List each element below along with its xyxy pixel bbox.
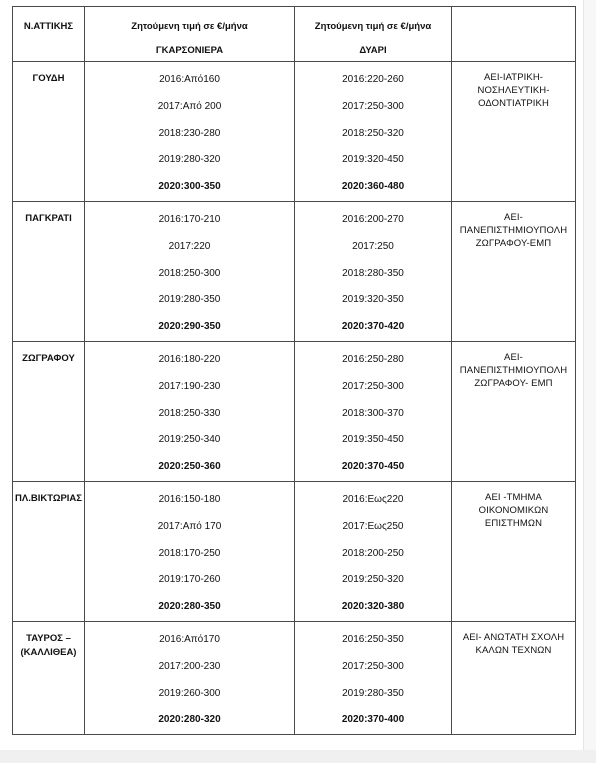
price-value: 2017:250-300 [342,380,404,392]
price-value: 2019:250-340 [158,434,221,446]
price-value-current: 2020:360-480 [341,181,405,193]
rent-prices-table [12,6,576,735]
price-value-current: 2020:280-320 [158,714,221,726]
price-value: 2017:190-230 [158,380,221,392]
area-name: ΠΛ.ΒΙΚΤΩΡΙΑΣ [15,492,82,504]
price-value-current: 2020:290-350 [158,321,221,333]
price-value: 2017:250-300 [342,660,404,672]
price-value-current: 2020:320-380 [341,601,405,613]
table-row [13,621,576,734]
page-scroll-strip [583,0,596,750]
university-name: ΑΕΙ -ΤΜΗΜΑ ΟΙΚΟΝΟΜΙΚΩΝ ΕΠΙΣΤΗΜΩΝ [478,491,549,529]
price-value-current: 2020:250-360 [158,461,221,473]
price-value: 2019:260-300 [158,687,221,699]
table-header-row [13,7,576,62]
header-cell-university [452,7,576,62]
price-value-current: 2020:370-420 [341,321,405,333]
header-cell-area [13,7,85,62]
area-name: ΤΑΥΡΟΣ – (ΚΑΛΛΙΘΕΑ) [20,632,77,658]
price-value: 2016:Από160 [159,74,220,85]
header-studio-type-label: ΓΚΑΡΣΟΝΙΕΡΑ [155,45,224,56]
tworoom-prices [295,342,451,481]
table-row [13,481,576,621]
price-value: 2018:250-330 [158,407,221,419]
price-value: 2019:280-320 [158,154,221,166]
price-value-current: 2020:370-450 [341,461,405,473]
price-value: 2016:150-180 [158,493,221,505]
table-row [13,341,576,481]
university-name: ΑΕΙ- ΑΝΩΤΑΤΗ ΣΧΟΛΗ ΚΑΛΩΝ ΤΕΧΝΩΝ [462,631,565,656]
studio-prices [85,202,294,341]
area-name: ΓΟΥΔΗ [32,73,65,84]
price-value: 2019:280-350 [342,687,404,699]
price-value: 2017:220 [168,240,211,252]
header-cell-studio [85,7,295,62]
page-bottom-band [0,750,596,763]
university-name: ΑΕΙ- ΠΑΝΕΠΙΣΤΗΜΙΟΥΠΟΛΗ ΖΩΓΡΑΦΟΥ-ΕΜΠ [459,211,568,249]
studio-prices [85,482,294,621]
price-value: 2019:320-450 [342,154,404,166]
header-cell-tworoom [295,7,452,62]
price-value: 2018:280-350 [342,267,404,279]
tworoom-prices [295,62,451,201]
price-value: 2018:300-370 [342,407,404,419]
price-value: 2016:200-270 [342,213,404,225]
price-value: 2017:Από 200 [157,100,222,112]
price-value: 2016:180-220 [158,353,221,365]
price-value: 2018:200-250 [342,547,404,559]
price-value-current: 2020:300-350 [158,181,221,193]
price-value: 2019:280-350 [158,294,221,306]
price-value: 2017:250 [352,240,394,252]
price-value: 2016:220-260 [342,74,404,85]
university-name: ΑΕΙ-ΙΑΤΡΙΚΗ- ΝΟΣΗΛΕΥΤΙΚΗ- ΟΔΟΝΤΙΑΤΡΙΚΗ [477,72,550,109]
price-value: 2016:Εως220 [342,493,404,505]
studio-prices [85,622,294,734]
price-value-current: 2020:370-400 [341,714,405,726]
header-tworoom-price-label: Ζητούμενη τιμή σε €/μήνα [314,21,432,32]
header-studio-price-label: Ζητούμενη τιμή σε €/μήνα [131,21,248,32]
price-value: 2016:170-210 [158,213,221,225]
price-value-current: 2020:280-350 [158,601,221,613]
tworoom-prices [295,202,451,341]
price-value: 2017:Εως250 [342,520,404,532]
table-row [13,62,576,202]
price-value: 2016:250-350 [342,633,404,645]
area-name: ΠΑΓΚΡΑΤΙ [25,212,72,224]
tworoom-prices [295,482,451,621]
price-value: 2017:200-230 [158,660,221,672]
price-value: 2018:250-320 [342,127,404,139]
price-value: 2018:230-280 [158,127,221,139]
university-name: ΑΕΙ- ΠΑΝΕΠΙΣΤΗΜΙΟΥΠΟΛΗ ΖΩΓΡΑΦΟΥ- ΕΜΠ [459,351,568,389]
price-value: 2018:170-250 [158,547,221,559]
price-value: 2016:250-280 [342,353,404,365]
price-value: 2017:Από 170 [157,520,222,532]
tworoom-prices [295,622,451,734]
header-area-label: Ν.ΑΤΤΙΚΗΣ [23,21,74,32]
table-row [13,201,576,341]
studio-prices [85,62,294,201]
price-value: 2019:170-260 [158,574,221,586]
price-value: 2018:250-300 [158,267,221,279]
header-tworoom-type-label: ΔΥΑΡΙ [359,45,387,56]
studio-prices [85,342,294,481]
price-value: 2017:250-300 [342,100,404,112]
price-value: 2016:Από170 [159,633,220,645]
area-name: ΖΩΓΡΑΦΟΥ [22,352,75,364]
price-value: 2019:350-450 [342,434,404,446]
price-value: 2019:320-350 [342,294,404,306]
price-value: 2019:250-320 [342,574,404,586]
